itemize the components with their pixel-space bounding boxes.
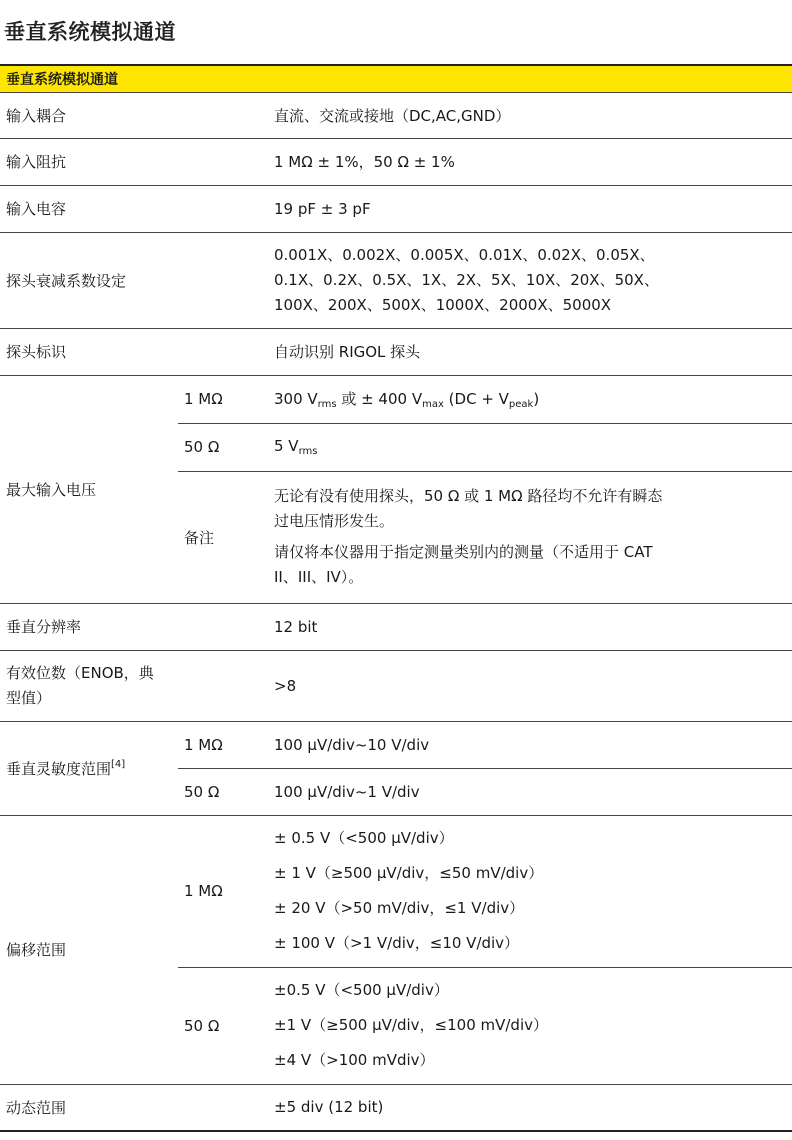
row-label: 动态范围 <box>0 1084 268 1131</box>
table-header: 垂直系统模拟通道 <box>0 65 792 92</box>
note-paragraph <box>274 484 792 534</box>
value-text: 或 ± 400 V <box>336 390 423 408</box>
table-row <box>0 232 792 328</box>
row-value <box>268 471 792 603</box>
sub-label: 50 Ω <box>178 423 268 471</box>
page-title: 垂直系统模拟通道 <box>4 20 176 44</box>
value-line: 过电压情形发生。 <box>274 512 395 530</box>
table-row <box>0 603 792 650</box>
row-label: 最大输入电压 <box>0 375 178 603</box>
subscript: peak <box>508 399 534 410</box>
row-value: 直流、交流或接地（DC,AC,GND） <box>268 92 792 138</box>
sub-label: 1 MΩ <box>178 815 268 967</box>
subscript: max <box>422 399 444 410</box>
subscript: rms <box>317 399 337 410</box>
sub-label: 50 Ω <box>178 768 268 815</box>
row-value <box>268 967 792 1084</box>
table-row <box>0 328 792 375</box>
value-text: 300 V <box>274 390 318 408</box>
table-row <box>0 650 792 721</box>
row-value: ±5 div (12 bit) <box>268 1084 792 1131</box>
value-line: II、III、IV）。 <box>274 568 364 586</box>
value-line: ± 100 V（>1 V/div，≤10 V/div） <box>274 934 520 952</box>
value-line: 无论有没有使用探头，50 Ω 或 1 MΩ 路径均不允许有瞬态 <box>274 487 663 505</box>
row-label: 输入电容 <box>0 185 268 232</box>
label-line: 型值） <box>6 688 52 707</box>
value-text: ) <box>533 390 540 408</box>
row-label: 垂直分辨率 <box>0 603 268 650</box>
value-line: 0.001X、0.002X、0.005X、0.01X、0.02X、0.05X、 <box>274 245 655 264</box>
row-label: 探头衰减系数设定 <box>0 232 268 328</box>
sub-label: 1 MΩ <box>178 721 268 768</box>
sub-label: 50 Ω <box>178 967 268 1084</box>
note-paragraph <box>274 540 792 590</box>
subscript: rms <box>298 446 318 457</box>
row-value: 1 MΩ ± 1%，50 Ω ± 1% <box>268 138 792 185</box>
table-header-row <box>0 65 792 92</box>
row-value <box>268 815 792 967</box>
table-row <box>0 138 792 185</box>
value-line: ± 0.5 V（<500 μV/div） <box>274 829 454 847</box>
table-row <box>0 185 792 232</box>
value-line: ± 1 V（≥500 μV/div，≤50 mV/div） <box>274 864 544 882</box>
row-label: 输入耦合 <box>0 92 268 138</box>
footnote-ref[interactable]: [4] <box>111 758 126 770</box>
row-label: 输入阻抗 <box>0 138 268 185</box>
spec-table <box>0 64 792 1132</box>
value-text: 5 V <box>274 437 299 455</box>
value-line: ±1 V（≥500 μV/div，≤100 mV/div） <box>274 1016 548 1034</box>
label-line: 有效位数（ENOB，典 <box>6 663 154 682</box>
row-label <box>0 721 178 815</box>
row-value: 100 μV/div~1 V/div <box>268 768 792 815</box>
table-row <box>0 92 792 138</box>
sub-label: 备注 <box>178 471 268 603</box>
table-row <box>0 1084 792 1131</box>
value-line: 0.1X、0.2X、0.5X、1X、2X、5X、10X、20X、50X、 <box>274 270 659 289</box>
value-line: ± 20 V（>50 mV/div，≤1 V/div） <box>274 899 525 917</box>
value-line: 100X、200X、500X、1000X、2000X、5000X <box>274 295 612 314</box>
row-value <box>268 232 792 328</box>
value-line: ±4 V（>100 mVdiv） <box>274 1051 435 1069</box>
row-value <box>268 423 792 471</box>
row-value: 100 μV/div~10 V/div <box>268 721 792 768</box>
value-text: (DC + V <box>443 390 509 408</box>
row-value <box>268 375 792 423</box>
value-line: 请仅将本仪器用于指定测量类别内的测量（不适用于 CAT <box>274 543 653 561</box>
table-row <box>0 721 792 768</box>
row-value: 12 bit <box>268 603 792 650</box>
value-line: ±0.5 V（<500 μV/div） <box>274 981 449 999</box>
row-label <box>0 650 268 721</box>
table-row <box>0 815 792 967</box>
row-value: 19 pF ± 3 pF <box>268 185 792 232</box>
sub-label: 1 MΩ <box>178 375 268 423</box>
row-value: 自动识别 RIGOL 探头 <box>268 328 792 375</box>
label-text: 垂直灵敏度范围 <box>6 759 112 778</box>
table-row <box>0 375 792 423</box>
row-value: >8 <box>268 650 792 721</box>
row-label: 偏移范围 <box>0 815 178 1084</box>
row-label: 探头标识 <box>0 328 268 375</box>
